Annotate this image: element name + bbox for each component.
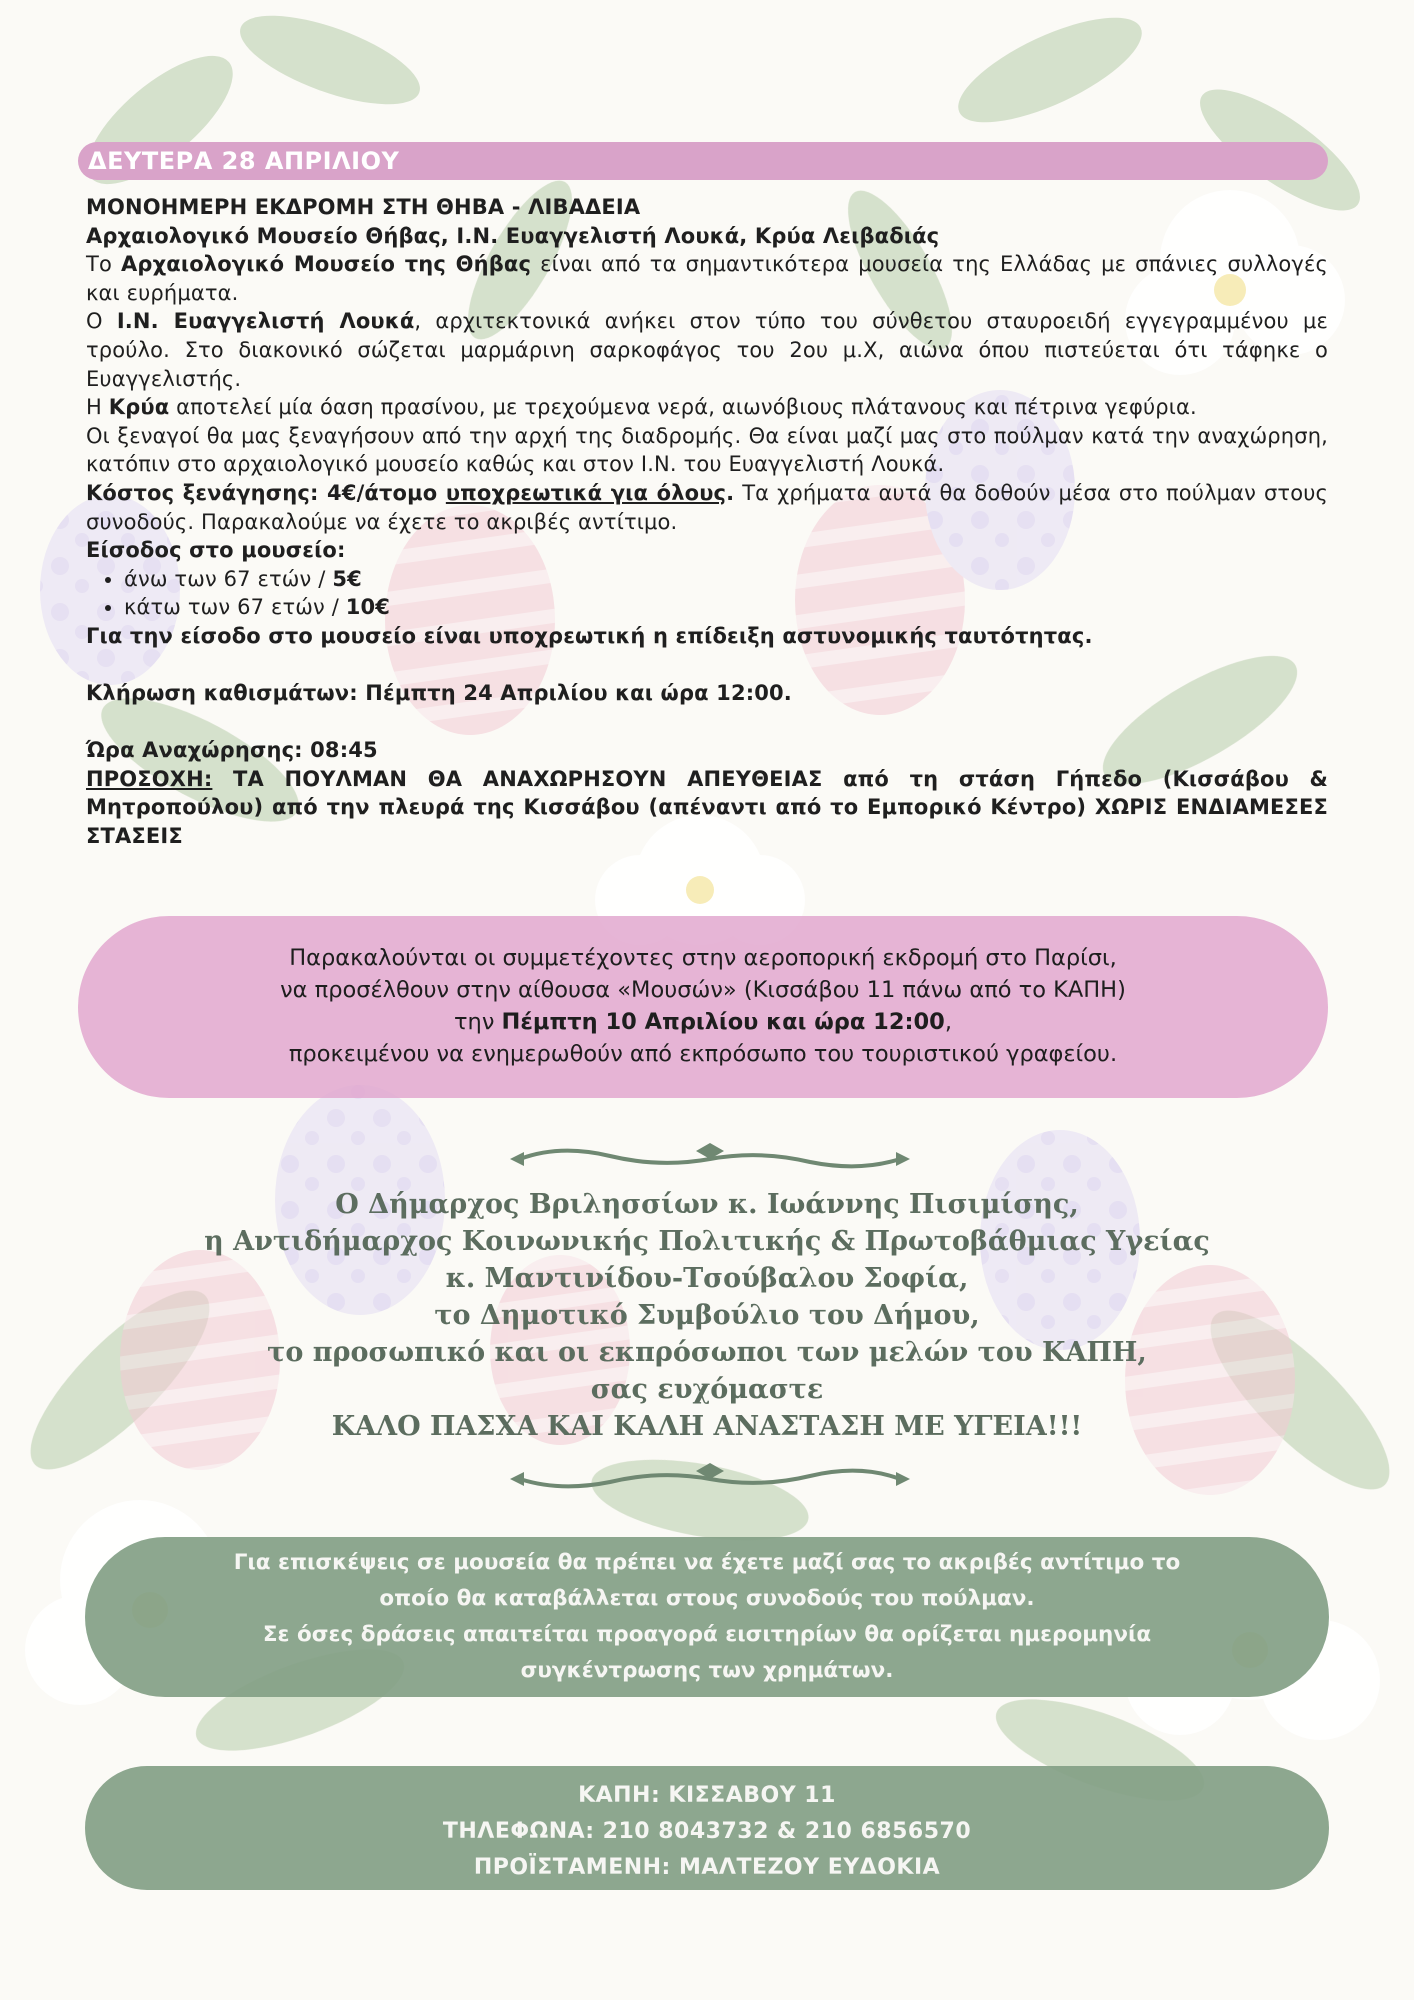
krya-paragraph: Η Κρύα αποτελεί μία όαση πρασίνου, με τρεχούμενα νερά, αιωνόβιους πλάτανους και πέτρινα γεφύρια.: [86, 395, 1197, 420]
ornament-divider-top: [500, 1142, 920, 1176]
museum-payment-info: Για επισκέψεις σε μουσεία θα πρέπει να έχετε μαζί σας το ακριβές αντίτιμο το οποίο θα καταβάλλεται στους συνοδούς του πούλμαν. Σε όσες δράσεις απαιτείται προαγορά εισιτηρίων θα ορίζεται ημερομηνία συγκέντρωσης των χρημάτων.: [85, 1537, 1329, 1697]
list-item: • άνω των 67 ετών / 5€: [124, 565, 1328, 594]
entry-price-list: [86, 565, 1328, 622]
paris-trip-notice: Παρακαλούνται οι συμμετέχοντες στην αεροπορική εκδρομή στο Παρίσι, να προσέλθουν στην αίθουσα «Μουσών» (Κισσάβου 11 πάνω από το ΚΑΠΗ) την Πέμπτη 10 Απριλίου και ώρα 12:00, προκειμένου να ενημερωθούν από εκπρόσωπο του τουριστικού γραφείου.: [78, 916, 1328, 1098]
ornament-divider-bottom: [500, 1462, 920, 1496]
guides-paragraph: Οι ξεναγοί θα μας ξεναγήσουν από την αρχή της διαδρομής. Θα είναι μαζί μας στο πούλμαν κατά την αναχώρηση, κατόπιν στο αρχαιολογικό μουσείο καθώς και στον Ι.Ν. του Ευαγγελιστή Λουκά.: [86, 423, 1328, 477]
phone-numbers: ΤΗΛΕΦΩΝΑ: 210 8043732 & 210 6856570: [442, 1819, 972, 1844]
trip-description: [86, 193, 1328, 851]
museum-paragraph: Το Αρχαιολογικό Μουσείο της Θήβας είναι από τα σημαντικότερα μουσεία της Ελλάδας με σπάνιες συλλογές και ευρήματα.: [86, 252, 1328, 305]
list-item: • κάτω των 67 ετών / 10€: [124, 593, 1328, 622]
trip-title: ΜΟΝΟΗΜΕΡΗ ΕΚΔΡΟΜΗ ΣΤΗ ΘΗΒΑ - ΛΙΒΑΔΕΙΑ: [86, 195, 641, 219]
easter-wish: ΚΑΛΟ ΠΑΣΧΑ ΚΑΙ ΚΑΛΗ ΑΝΑΣΤΑΣΗ ΜΕ ΥΓΕΙΑ!!!: [331, 1411, 1083, 1442]
attention-notice: ΠΡΟΣΟΧΗ: ΤΑ ΠΟΥΛΜΑΝ ΘΑ ΑΝΑΧΩΡΗΣΟΥΝ ΑΠΕΥΘΕΙΑΣ από τη στάση Γήπεδο (Κισσάβου & Μητροπούλου) από την πλευρά της Κισσάβου (απέναντι από το Εμπορικό Κέντρο) ΧΩΡΙΣ ΕΝΔΙΑΜΕΣΕΣ ΣΤΑΣΕΙΣ: [86, 766, 1328, 849]
entry-label: Είσοδος στο μουσείο:: [86, 538, 346, 563]
seat-lottery: Κλήρωση καθισμάτων: Πέμπτη 24 Απριλίου και ώρα 12:00.: [86, 681, 792, 706]
easter-greeting: Ο Δήμαρχος Βριλησσίων κ. Ιωάννης Πισιμίσης, η Αντιδήμαρχος Κοινωνικής Πολιτικής & Πρωτοβάθμιας Υγείας κ. Μαντινίδου-Τσούβαλου Σοφία, το Δημοτικό Συμβούλιο του Δήμου, το προσωπικό και οι εκπρόσωποι των μελών του ΚΑΠΗ, σας ευχόμαστε ΚΑΛΟ ΠΑΣΧΑ ΚΑΙ ΚΑΛΗ ΑΝΑΣΤΑΣΗ ΜΕ ΥΓΕΙΑ!!!: [100, 1186, 1314, 1445]
church-paragraph: Ο Ι.Ν. Ευαγγελιστή Λουκά, αρχιτεκτονικά ανήκει στον τύπο του σύνθετου σταυροειδή εγγεγραμμένου με τρούλο. Στο διακονικό σώζεται μαρμάρινη σαρκοφάγος του 2ου μ.Χ, αιώνα όπου πιστεύεται ότι τάφηκε ο Ευαγγελιστής.: [86, 309, 1328, 391]
departure-time: Ώρα Αναχώρησης: 08:45: [86, 738, 378, 763]
contact-info: [85, 1766, 1329, 1890]
supervisor: ΠΡΟΪΣΤΑΜΕΝΗ: ΜΑΛΤΕΖΟΥ ΕΥΔΟΚΙΑ: [473, 1855, 941, 1880]
trip-subtitle: Αρχαιολογικό Μουσείο Θήβας, Ι.Ν. Ευαγγελιστή Λουκά, Κρύα Λειβαδιάς: [86, 223, 940, 248]
address: ΚΑΠΗ: ΚΙΣΣΑΒΟΥ 11: [578, 1783, 836, 1808]
date-header: ΔΕΥΤΕΡΑ 28 ΑΠΡΙΛΙΟΥ: [78, 142, 1328, 180]
id-note: Για την είσοδο στο μουσείο είναι υποχρεωτική η επίδειξη αστυνομικής ταυτότητας.: [86, 623, 1093, 648]
cost-paragraph: Κόστος ξενάγησης: 4€/άτομο υποχρεωτικά για όλους. Τα χρήματα αυτά θα δοθούν μέσα στο πούλμαν στους συνοδούς. Παρακαλούμε να έχετε το ακριβές αντίτιμο.: [86, 480, 1328, 534]
